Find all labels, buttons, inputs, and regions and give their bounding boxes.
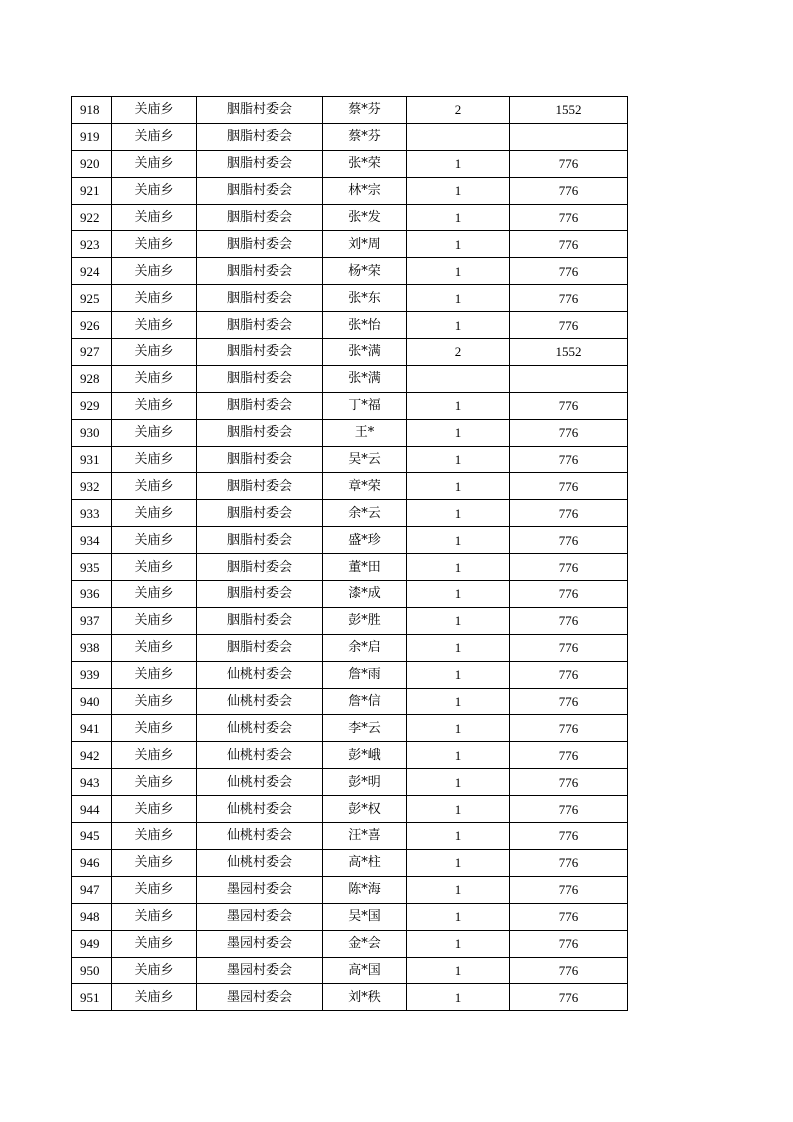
village-committee-cell: 墨园村委会	[197, 957, 323, 984]
table-row	[72, 930, 628, 957]
town-cell: 关庙乡	[112, 796, 197, 823]
person-name-cell: 吴*国	[323, 903, 407, 930]
village-committee-cell: 仙桃村委会	[197, 769, 323, 796]
person-name-cell: 张*东	[323, 285, 407, 312]
count-cell: 1	[407, 392, 510, 419]
village-committee-cell: 胭脂村委会	[197, 634, 323, 661]
village-committee-cell: 仙桃村委会	[197, 823, 323, 850]
town-cell: 关庙乡	[112, 742, 197, 769]
town-cell: 关庙乡	[112, 715, 197, 742]
amount-cell: 776	[510, 419, 628, 446]
village-committee-cell: 胭脂村委会	[197, 285, 323, 312]
amount-cell: 776	[510, 688, 628, 715]
row-index-cell: 936	[72, 581, 112, 608]
row-index-cell: 933	[72, 500, 112, 527]
table-row	[72, 473, 628, 500]
count-cell: 1	[407, 446, 510, 473]
table-row	[72, 769, 628, 796]
village-committee-cell: 胭脂村委会	[197, 312, 323, 339]
person-name-cell: 吴*云	[323, 446, 407, 473]
amount-cell: 776	[510, 231, 628, 258]
count-cell: 1	[407, 634, 510, 661]
count-cell: 1	[407, 823, 510, 850]
table-row	[72, 581, 628, 608]
row-index-cell: 925	[72, 285, 112, 312]
table-row	[72, 500, 628, 527]
table-row	[72, 876, 628, 903]
town-cell: 关庙乡	[112, 984, 197, 1011]
amount-cell: 776	[510, 204, 628, 231]
row-index-cell: 947	[72, 876, 112, 903]
row-index-cell: 938	[72, 634, 112, 661]
row-index-cell: 942	[72, 742, 112, 769]
count-cell: 1	[407, 419, 510, 446]
amount-cell: 776	[510, 823, 628, 850]
village-committee-cell: 胭脂村委会	[197, 177, 323, 204]
row-index-cell: 928	[72, 365, 112, 392]
amount-cell: 776	[510, 258, 628, 285]
town-cell: 关庙乡	[112, 97, 197, 124]
row-index-cell: 934	[72, 527, 112, 554]
count-cell: 2	[407, 97, 510, 124]
village-committee-cell: 胭脂村委会	[197, 392, 323, 419]
village-committee-cell: 墨园村委会	[197, 903, 323, 930]
town-cell: 关庙乡	[112, 661, 197, 688]
row-index-cell: 927	[72, 339, 112, 366]
amount-cell: 776	[510, 930, 628, 957]
count-cell: 1	[407, 849, 510, 876]
row-index-cell: 937	[72, 607, 112, 634]
amount-cell: 776	[510, 849, 628, 876]
count-cell: 1	[407, 554, 510, 581]
table-row	[72, 204, 628, 231]
village-committee-cell: 仙桃村委会	[197, 715, 323, 742]
amount-cell: 776	[510, 392, 628, 419]
person-name-cell: 詹*雨	[323, 661, 407, 688]
table-row	[72, 123, 628, 150]
table-row	[72, 365, 628, 392]
row-index-cell: 923	[72, 231, 112, 258]
village-committee-cell: 胭脂村委会	[197, 446, 323, 473]
village-committee-cell: 墨园村委会	[197, 930, 323, 957]
village-committee-cell: 胭脂村委会	[197, 204, 323, 231]
count-cell: 2	[407, 339, 510, 366]
count-cell: 1	[407, 769, 510, 796]
person-name-cell: 张*满	[323, 365, 407, 392]
table-row	[72, 823, 628, 850]
town-cell: 关庙乡	[112, 339, 197, 366]
town-cell: 关庙乡	[112, 554, 197, 581]
amount-cell: 776	[510, 769, 628, 796]
person-name-cell: 汪*喜	[323, 823, 407, 850]
count-cell: 1	[407, 742, 510, 769]
village-committee-cell: 胭脂村委会	[197, 473, 323, 500]
town-cell: 关庙乡	[112, 903, 197, 930]
town-cell: 关庙乡	[112, 876, 197, 903]
town-cell: 关庙乡	[112, 769, 197, 796]
town-cell: 关庙乡	[112, 177, 197, 204]
row-index-cell: 931	[72, 446, 112, 473]
table-row	[72, 231, 628, 258]
town-cell: 关庙乡	[112, 500, 197, 527]
row-index-cell: 918	[72, 97, 112, 124]
row-index-cell: 940	[72, 688, 112, 715]
person-name-cell: 彭*峨	[323, 742, 407, 769]
table-row	[72, 742, 628, 769]
person-name-cell: 刘*秩	[323, 984, 407, 1011]
town-cell: 关庙乡	[112, 957, 197, 984]
town-cell: 关庙乡	[112, 419, 197, 446]
amount-cell: 776	[510, 446, 628, 473]
village-committee-cell: 墨园村委会	[197, 984, 323, 1011]
village-committee-cell: 胭脂村委会	[197, 258, 323, 285]
row-index-cell: 948	[72, 903, 112, 930]
count-cell: 1	[407, 688, 510, 715]
village-committee-cell: 胭脂村委会	[197, 527, 323, 554]
count-cell: 1	[407, 957, 510, 984]
count-cell	[407, 123, 510, 150]
count-cell: 1	[407, 177, 510, 204]
person-name-cell: 杨*荣	[323, 258, 407, 285]
village-committee-cell: 胭脂村委会	[197, 150, 323, 177]
table-row	[72, 446, 628, 473]
village-committee-cell: 胭脂村委会	[197, 339, 323, 366]
amount-cell: 776	[510, 312, 628, 339]
table-row	[72, 97, 628, 124]
village-committee-cell: 仙桃村委会	[197, 742, 323, 769]
person-name-cell: 高*国	[323, 957, 407, 984]
count-cell: 1	[407, 312, 510, 339]
table-row	[72, 796, 628, 823]
amount-cell: 776	[510, 150, 628, 177]
count-cell: 1	[407, 984, 510, 1011]
row-index-cell: 944	[72, 796, 112, 823]
person-name-cell: 陈*海	[323, 876, 407, 903]
village-committee-cell: 胭脂村委会	[197, 365, 323, 392]
amount-cell: 776	[510, 903, 628, 930]
count-cell: 1	[407, 231, 510, 258]
town-cell: 关庙乡	[112, 204, 197, 231]
count-cell: 1	[407, 204, 510, 231]
row-index-cell: 919	[72, 123, 112, 150]
village-committee-cell: 胭脂村委会	[197, 500, 323, 527]
village-committee-cell: 墨园村委会	[197, 876, 323, 903]
town-cell: 关庙乡	[112, 823, 197, 850]
table-row	[72, 715, 628, 742]
row-index-cell: 943	[72, 769, 112, 796]
table-row	[72, 339, 628, 366]
town-cell: 关庙乡	[112, 392, 197, 419]
row-index-cell: 946	[72, 849, 112, 876]
village-committee-cell: 胭脂村委会	[197, 581, 323, 608]
village-committee-cell: 胭脂村委会	[197, 419, 323, 446]
town-cell: 关庙乡	[112, 581, 197, 608]
count-cell	[407, 365, 510, 392]
count-cell: 1	[407, 796, 510, 823]
amount-cell: 776	[510, 527, 628, 554]
row-index-cell: 935	[72, 554, 112, 581]
table-row	[72, 849, 628, 876]
person-name-cell: 张*怡	[323, 312, 407, 339]
table-row	[72, 554, 628, 581]
person-name-cell: 盛*珍	[323, 527, 407, 554]
person-name-cell: 张*满	[323, 339, 407, 366]
table-row	[72, 419, 628, 446]
person-name-cell: 张*发	[323, 204, 407, 231]
town-cell: 关庙乡	[112, 607, 197, 634]
count-cell: 1	[407, 258, 510, 285]
amount-cell: 776	[510, 177, 628, 204]
person-name-cell: 彭*明	[323, 769, 407, 796]
village-committee-cell: 胭脂村委会	[197, 231, 323, 258]
table-row	[72, 607, 628, 634]
person-name-cell: 李*云	[323, 715, 407, 742]
table-row	[72, 312, 628, 339]
village-committee-cell: 仙桃村委会	[197, 661, 323, 688]
person-name-cell: 高*柱	[323, 849, 407, 876]
count-cell: 1	[407, 527, 510, 554]
row-index-cell: 945	[72, 823, 112, 850]
table-row	[72, 984, 628, 1011]
amount-cell: 776	[510, 796, 628, 823]
table-row	[72, 258, 628, 285]
person-name-cell: 丁*福	[323, 392, 407, 419]
town-cell: 关庙乡	[112, 634, 197, 661]
person-name-cell: 蔡*芬	[323, 97, 407, 124]
count-cell: 1	[407, 473, 510, 500]
town-cell: 关庙乡	[112, 446, 197, 473]
person-name-cell: 王*	[323, 419, 407, 446]
town-cell: 关庙乡	[112, 688, 197, 715]
count-cell: 1	[407, 607, 510, 634]
count-cell: 1	[407, 903, 510, 930]
person-name-cell: 詹*信	[323, 688, 407, 715]
village-committee-cell: 胭脂村委会	[197, 123, 323, 150]
person-name-cell: 彭*胜	[323, 607, 407, 634]
person-name-cell: 张*荣	[323, 150, 407, 177]
row-index-cell: 949	[72, 930, 112, 957]
table-row	[72, 903, 628, 930]
person-name-cell: 金*会	[323, 930, 407, 957]
person-name-cell: 彭*权	[323, 796, 407, 823]
village-committee-cell: 仙桃村委会	[197, 849, 323, 876]
town-cell: 关庙乡	[112, 473, 197, 500]
town-cell: 关庙乡	[112, 231, 197, 258]
person-name-cell: 董*田	[323, 554, 407, 581]
person-name-cell: 余*云	[323, 500, 407, 527]
count-cell: 1	[407, 715, 510, 742]
row-index-cell: 932	[72, 473, 112, 500]
amount-cell: 776	[510, 554, 628, 581]
amount-cell: 776	[510, 285, 628, 312]
table-row	[72, 527, 628, 554]
town-cell: 关庙乡	[112, 312, 197, 339]
count-cell: 1	[407, 150, 510, 177]
row-index-cell: 922	[72, 204, 112, 231]
person-name-cell: 漆*成	[323, 581, 407, 608]
town-cell: 关庙乡	[112, 930, 197, 957]
town-cell: 关庙乡	[112, 527, 197, 554]
town-cell: 关庙乡	[112, 849, 197, 876]
amount-cell: 776	[510, 742, 628, 769]
count-cell: 1	[407, 581, 510, 608]
town-cell: 关庙乡	[112, 150, 197, 177]
village-committee-cell: 胭脂村委会	[197, 607, 323, 634]
amount-cell: 776	[510, 500, 628, 527]
amount-cell: 776	[510, 634, 628, 661]
amount-cell: 776	[510, 984, 628, 1011]
village-committee-cell: 胭脂村委会	[197, 554, 323, 581]
count-cell: 1	[407, 500, 510, 527]
amount-cell	[510, 365, 628, 392]
count-cell: 1	[407, 930, 510, 957]
row-index-cell: 921	[72, 177, 112, 204]
count-cell: 1	[407, 876, 510, 903]
row-index-cell: 924	[72, 258, 112, 285]
person-name-cell: 林*宗	[323, 177, 407, 204]
person-name-cell: 章*荣	[323, 473, 407, 500]
row-index-cell: 930	[72, 419, 112, 446]
row-index-cell: 941	[72, 715, 112, 742]
amount-cell: 776	[510, 473, 628, 500]
town-cell: 关庙乡	[112, 365, 197, 392]
row-index-cell: 920	[72, 150, 112, 177]
row-index-cell: 926	[72, 312, 112, 339]
town-cell: 关庙乡	[112, 123, 197, 150]
table-row	[72, 957, 628, 984]
table-row	[72, 661, 628, 688]
town-cell: 关庙乡	[112, 258, 197, 285]
table-row	[72, 688, 628, 715]
amount-cell: 1552	[510, 97, 628, 124]
row-index-cell: 929	[72, 392, 112, 419]
amount-cell: 776	[510, 715, 628, 742]
amount-cell: 776	[510, 607, 628, 634]
table-row	[72, 150, 628, 177]
table-row	[72, 634, 628, 661]
row-index-cell: 939	[72, 661, 112, 688]
roster-table	[71, 96, 628, 1011]
table-row	[72, 392, 628, 419]
row-index-cell: 950	[72, 957, 112, 984]
person-name-cell: 刘*周	[323, 231, 407, 258]
town-cell: 关庙乡	[112, 285, 197, 312]
person-name-cell: 蔡*芬	[323, 123, 407, 150]
village-committee-cell: 胭脂村委会	[197, 97, 323, 124]
amount-cell: 776	[510, 876, 628, 903]
table-row	[72, 177, 628, 204]
count-cell: 1	[407, 285, 510, 312]
person-name-cell: 余*启	[323, 634, 407, 661]
amount-cell: 776	[510, 661, 628, 688]
row-index-cell: 951	[72, 984, 112, 1011]
roster-table-body	[72, 97, 628, 1011]
amount-cell: 776	[510, 581, 628, 608]
amount-cell: 1552	[510, 339, 628, 366]
count-cell: 1	[407, 661, 510, 688]
amount-cell	[510, 123, 628, 150]
village-committee-cell: 仙桃村委会	[197, 796, 323, 823]
table-row	[72, 285, 628, 312]
amount-cell: 776	[510, 957, 628, 984]
village-committee-cell: 仙桃村委会	[197, 688, 323, 715]
